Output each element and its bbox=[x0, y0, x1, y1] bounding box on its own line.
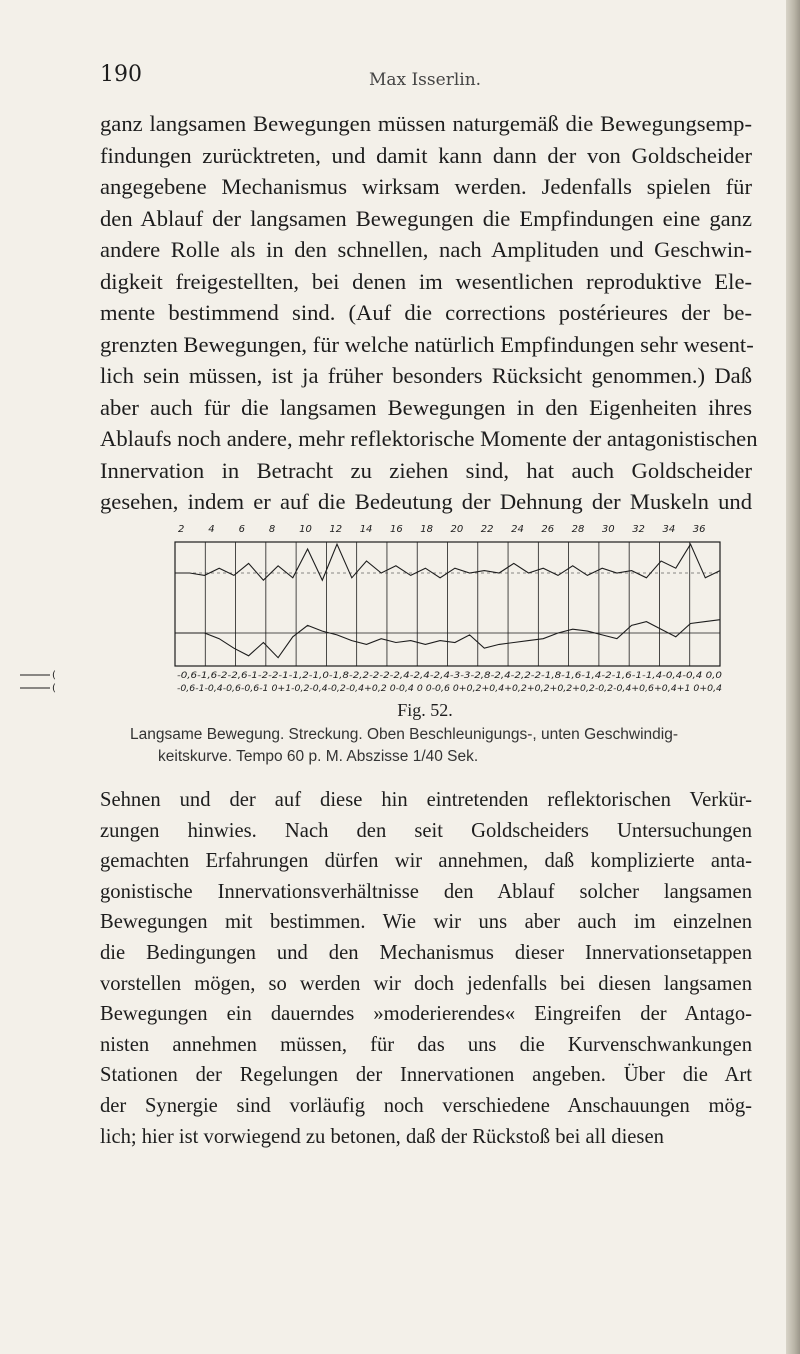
curve-chart bbox=[52, 516, 740, 696]
text-line: digkeit freigestellten, bei denen im wesentlichen reproduktive Ele- bbox=[100, 268, 752, 294]
text-line: grenzten Bewegungen, für welche natürlich Empfindungen sehr wesent- bbox=[100, 331, 754, 357]
text-line: findungen zurücktreten, und damit kann dann der von Goldscheider bbox=[100, 142, 752, 168]
page-edge-shadow bbox=[786, 0, 800, 1354]
x-tick-label: 4 bbox=[208, 524, 215, 535]
x-tick-label: 20 bbox=[450, 524, 464, 535]
legend-paren: ( bbox=[52, 670, 56, 681]
x-tick-label: 28 bbox=[571, 524, 585, 535]
x-tick-label: 22 bbox=[480, 524, 494, 535]
text-line: gonistische Innervationsverhältnisse den Ablauf solcher langsamen bbox=[100, 880, 752, 903]
x-tick-label: 30 bbox=[601, 524, 615, 535]
legend-paren: ( bbox=[52, 683, 56, 694]
text-line: ganz langsamen Bewegungen müssen naturgemäß die Bewegungsemp- bbox=[100, 111, 752, 136]
x-tick-label: 12 bbox=[329, 524, 343, 535]
x-tick-label: 26 bbox=[541, 524, 555, 535]
text-line: Stationen der Regelungen der Innervationen angeben. Über die Art bbox=[100, 1064, 752, 1087]
text-line: gesehen, indem er auf die Bedeutung der Dehnung der Muskeln und bbox=[100, 489, 752, 514]
x-tick-label: 32 bbox=[632, 524, 645, 535]
x-tick-label: 2 bbox=[178, 524, 185, 535]
text-line: aber auch für die langsamen Bewegungen in den Eigenheiten ihres bbox=[100, 394, 752, 420]
text-line: zungen hinwies. Nach den seit Goldscheiders Untersuchungen bbox=[100, 819, 752, 842]
caption-line: Langsame Bewegung. Streckung. Oben Beschleunigungs-, unten Geschwindig- bbox=[130, 726, 679, 743]
text-line: vorstellen mögen, so werden wir doch jedenfalls bei diesen langsamen bbox=[100, 972, 752, 995]
x-tick-label: 14 bbox=[359, 524, 373, 535]
text-line: andere Rolle als in den schnellen, nach Amplituden und Geschwin- bbox=[100, 237, 752, 262]
text-line: Sehnen und der auf diese hin eintretenden reflektorischen Verkür- bbox=[100, 789, 752, 811]
figure-caption bbox=[130, 724, 730, 768]
text-line: der Synergie sind vorläufig noch verschiedene Anschauungen mög- bbox=[100, 1094, 752, 1117]
text-line: den Ablauf der langsamen Bewegungen die Empfindungen eine ganz bbox=[100, 205, 752, 231]
text-line: Bewegungen ein dauerndes »moderierendes« Eingreifen der Antago- bbox=[100, 1003, 752, 1026]
running-head bbox=[100, 62, 750, 92]
x-tick-label: 8 bbox=[268, 524, 276, 535]
figure-52 bbox=[52, 516, 740, 696]
text-line: Innervation in Betracht zu ziehen sind, hat auch Goldscheider bbox=[100, 457, 752, 483]
text-line: Bewegungen mit bestimmen. Wie wir uns aber auch im einzelnen bbox=[100, 911, 752, 934]
text-line: gemachten Erfahrungen dürfen wir annehmen, daß komplizierte anta- bbox=[100, 850, 752, 873]
paragraph-2 bbox=[100, 785, 752, 1152]
x-tick-label: 6 bbox=[238, 524, 245, 535]
text-line: angegebene Mechanismus wirksam werden. Jedenfalls spielen für bbox=[100, 174, 752, 199]
series-value-row: -0,6-1-0,4-0,6-0,6-1 0+1-0,2-0,4-0,2-0,4+0,2 0-0,4 0 0-0,6 0+0,2+0,4+0,2+0,2+0,2+0,2-0,2-0,4+0,6+0,4+1 0+0,4 bbox=[177, 684, 722, 694]
text-line: lich; hier ist vorwiegend zu betonen, daß der Rückstoß bei all diesen bbox=[100, 1125, 664, 1148]
x-tick-label: 24 bbox=[511, 524, 524, 535]
x-tick-label: 10 bbox=[299, 524, 312, 535]
x-tick-label: 36 bbox=[692, 524, 706, 535]
text-line: Ablaufs noch andere, mehr reflektorische Momente der antagonistischen bbox=[100, 426, 758, 451]
figure-label: Fig. 52. bbox=[397, 700, 453, 720]
text-line: lich sein müssen, ist ja früher besonders Rücksicht genommen.) Daß bbox=[100, 363, 752, 388]
x-tick-label: 18 bbox=[420, 524, 433, 535]
x-tick-label: 34 bbox=[662, 524, 676, 535]
paragraph-1 bbox=[100, 108, 758, 518]
x-tick-label: 16 bbox=[389, 524, 403, 535]
text-line: nisten annehmen müssen, für das uns die Kurvenschwankungen bbox=[100, 1033, 752, 1056]
page-number: 190 bbox=[100, 62, 142, 87]
text-line: mente bestimmend sind. (Auf die corrections postérieures der be- bbox=[100, 300, 752, 325]
text-line: die Bedingungen und den Mechanismus dieser Innervationsetappen bbox=[100, 941, 752, 964]
caption-line: keitskurve. Tempo 60 p. M. Abszisse 1/40 Sek. bbox=[158, 748, 479, 765]
running-title: Max Isserlin. bbox=[368, 70, 482, 90]
series-value-row: -0,6-1,6-2-2,6-1-2-2-1-1,2-1,0-1,8-2,2-2-2-2,4-2,4-2,4-3-3-2,8-2,4-2,2-2-1,8-1,6-1,4-2-1,6-1-1,4-0,4-0,4 0,0 bbox=[177, 671, 723, 681]
